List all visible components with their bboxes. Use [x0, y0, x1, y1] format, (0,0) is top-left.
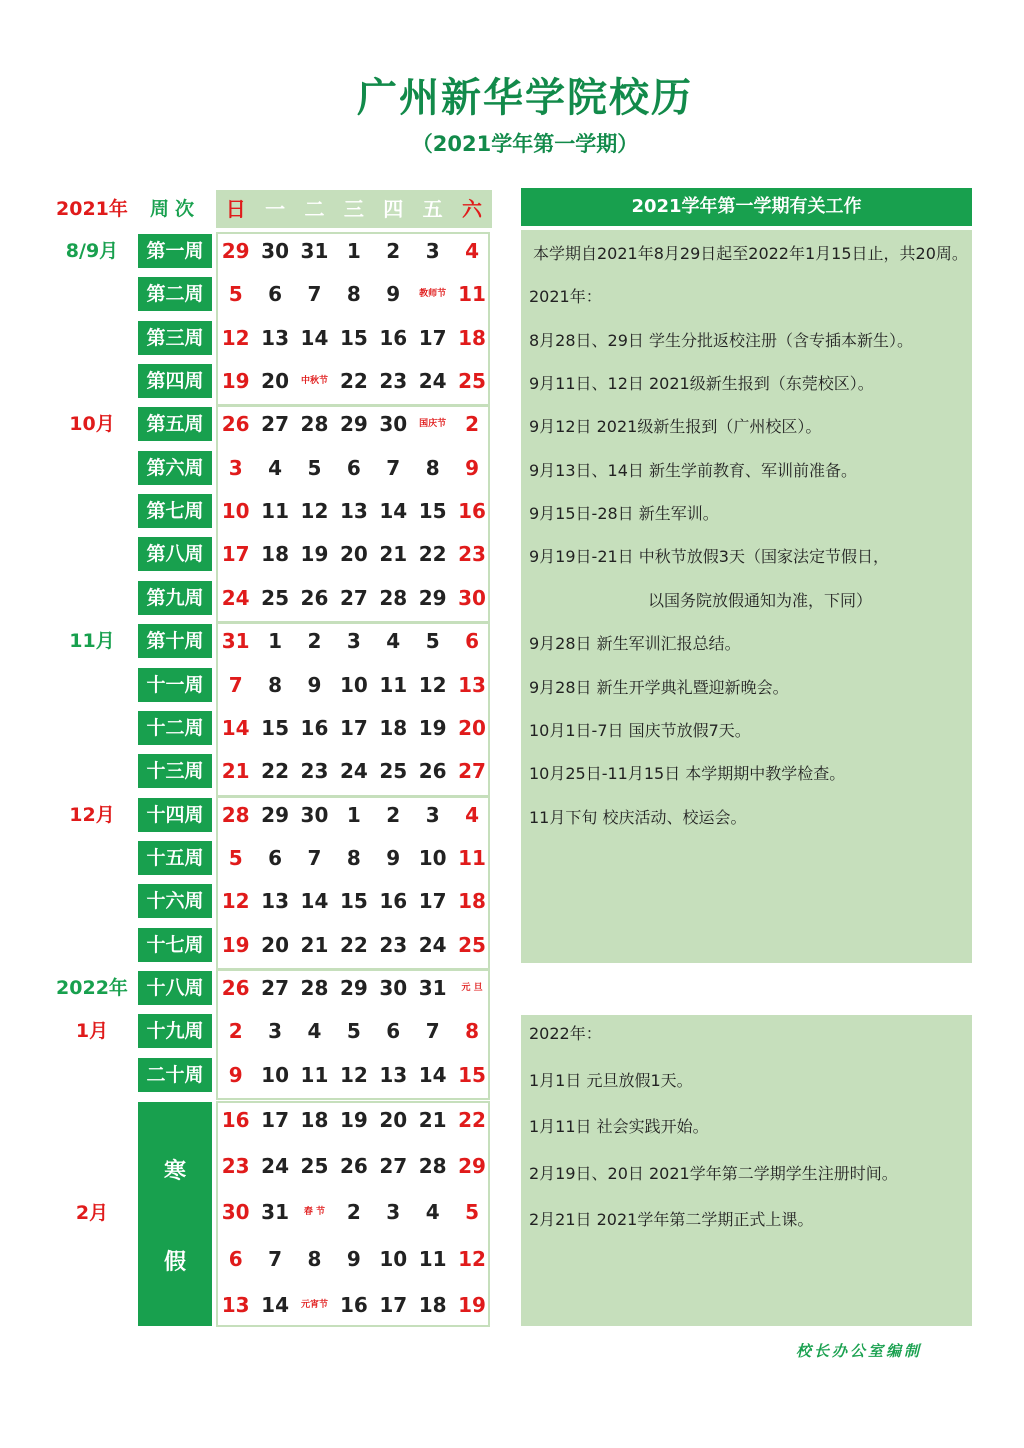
date-cell: 4: [268, 455, 283, 480]
date-cell: 19: [221, 369, 250, 394]
date-cell: 8: [346, 845, 361, 870]
holiday-cell: 中秋节: [300, 376, 328, 387]
week-label: 第二周: [138, 277, 212, 311]
date-cell: 16: [458, 499, 486, 524]
date-cell: 14: [300, 889, 329, 914]
date-cell: 22: [339, 369, 368, 394]
date-cell: 9: [386, 282, 401, 307]
date-cell: 22: [458, 1108, 486, 1132]
week-label: 十二周: [138, 711, 212, 745]
date-cell: 24: [418, 369, 447, 394]
date-cell: 14: [379, 499, 408, 524]
date-cell: 19: [458, 1292, 486, 1317]
week-label: 第三周: [138, 321, 212, 355]
week-label: 第十周: [138, 624, 212, 658]
date-cell: 13: [339, 499, 368, 524]
date-cell: 8: [465, 1019, 479, 1044]
date-cell: 26: [221, 412, 250, 437]
date-cell: 22: [261, 759, 289, 784]
date-cell: 10: [221, 499, 250, 524]
page-title: 广州新华学院校历: [357, 75, 693, 121]
date-cell: 2: [465, 412, 479, 437]
date-row: [216, 494, 492, 528]
week-label: 十一周: [138, 668, 212, 702]
date-cell: 6: [268, 282, 283, 307]
date-cell: 23: [379, 369, 408, 394]
date-cell: 18: [379, 715, 408, 740]
date-cell: 30: [261, 239, 289, 263]
date-cell: 23: [221, 1154, 250, 1179]
date-cell: 12: [221, 325, 250, 350]
week-label: 十三周: [138, 754, 212, 788]
date-cell: 30: [300, 802, 329, 827]
work-note: 2022年：: [529, 1024, 602, 1043]
date-cell: 15: [339, 889, 368, 914]
work-note: 2月19日、20日 2021学年第二学期学生注册时间。: [529, 1163, 898, 1183]
date-cell: 29: [339, 975, 368, 1000]
date-cell: 23: [300, 759, 329, 784]
date-cell: 10: [339, 672, 368, 697]
weekday-1: 一: [265, 197, 286, 221]
date-row: [216, 798, 492, 832]
date-cell: 31: [221, 629, 250, 654]
work-note: 9月15日-28日 新生军训。: [529, 504, 719, 524]
date-cell: 17: [339, 715, 368, 740]
weekday-4: 四: [383, 197, 404, 221]
date-cell: 3: [268, 1019, 283, 1044]
date-cell: 5: [307, 455, 322, 480]
date-row: [216, 754, 492, 788]
date-cell: 7: [228, 672, 243, 697]
date-cell: 25: [458, 932, 486, 957]
date-cell: 20: [261, 369, 289, 394]
date-cell: 18: [300, 1108, 329, 1132]
date-row: [216, 581, 492, 615]
winter-char-2: 假: [163, 1250, 186, 1275]
date-cell: 16: [300, 715, 329, 740]
date-cell: 23: [379, 932, 408, 957]
date-cell: 8: [307, 1246, 322, 1271]
date-cell: 16: [379, 325, 408, 350]
date-cell: 17: [418, 889, 447, 914]
date-cell: 28: [221, 802, 250, 827]
date-cell: 25: [458, 369, 486, 394]
month-label: 8/9月: [65, 240, 119, 262]
date-row: [216, 668, 492, 702]
date-cell: 31: [300, 239, 329, 263]
month-label: 2月: [75, 1202, 109, 1224]
date-cell: 4: [425, 1200, 440, 1225]
date-cell: 13: [458, 672, 486, 697]
date-cell: 9: [465, 455, 479, 480]
date-cell: 28: [300, 975, 329, 1000]
date-cell: 7: [425, 1019, 440, 1044]
date-cell: 18: [458, 325, 486, 350]
date-cell: 4: [465, 239, 479, 263]
date-cell: 1: [268, 629, 283, 654]
date-cell: 29: [339, 412, 368, 437]
week-column-header: 周次: [149, 198, 200, 220]
date-cell: 10: [379, 1246, 408, 1271]
date-cell: 20: [339, 542, 368, 567]
weekday-0: 日: [225, 197, 246, 221]
weekday-2: 二: [304, 197, 325, 221]
date-cell: 3: [386, 1200, 401, 1225]
date-cell: 11: [261, 499, 289, 524]
date-cell: 24: [261, 1154, 289, 1179]
weekday-3: 三: [343, 197, 364, 221]
date-row: [216, 234, 492, 268]
footer-credit: 校长办公室编制: [796, 1342, 923, 1360]
date-cell: 19: [221, 932, 250, 957]
week-label: 第六周: [138, 451, 212, 485]
date-cell: 8: [346, 282, 361, 307]
date-cell: 25: [379, 759, 408, 784]
date-row: [216, 321, 492, 355]
date-cell: 7: [386, 455, 401, 480]
date-cell: 19: [339, 1108, 368, 1132]
date-cell: 31: [261, 1200, 289, 1225]
date-cell: 10: [261, 1062, 289, 1087]
date-row: [216, 1195, 492, 1229]
date-row: [216, 711, 492, 745]
date-cell: 27: [458, 759, 486, 784]
date-cell: 26: [300, 585, 329, 610]
work-note: 1月11日 社会实践开始。: [529, 1117, 709, 1136]
date-cell: 4: [307, 1019, 322, 1044]
work-note: 9月19日-21日 中秋节放假3天（国家法定节假日，: [529, 547, 889, 567]
week-label: 二十周: [138, 1058, 212, 1092]
date-cell: 21: [300, 932, 329, 957]
date-cell: 30: [221, 1200, 250, 1225]
date-row: [216, 1288, 492, 1322]
month-label: 12月: [69, 803, 115, 826]
date-cell: 20: [261, 932, 289, 957]
week-label: 十四周: [138, 798, 212, 832]
week-label: 十七周: [138, 928, 212, 962]
date-cell: 23: [458, 542, 486, 567]
work-note: 1月1日 元旦放假1天。: [529, 1070, 693, 1090]
week-label: 十五周: [138, 841, 212, 875]
date-cell: 12: [339, 1062, 368, 1087]
date-cell: 5: [465, 1200, 479, 1225]
holiday-cell: 元 旦: [461, 982, 483, 993]
date-cell: 11: [300, 1062, 329, 1087]
work-note: 11月下旬 校庆活动、校运会。: [529, 807, 747, 827]
week-label: 第一周: [138, 234, 212, 268]
holiday-cell: 元宵节: [300, 1299, 328, 1310]
date-cell: 22: [418, 542, 447, 567]
work-note: 10月1日-7日 国庆节放假7天。: [529, 720, 751, 740]
week-label: 十八周: [138, 971, 212, 1005]
work-note: 2月21日 2021学年第二学期正式上课。: [529, 1210, 814, 1229]
month-label: 2022年: [56, 976, 128, 999]
date-row: [216, 277, 492, 311]
date-cell: 11: [458, 845, 486, 870]
week-label: 十九周: [138, 1014, 212, 1048]
date-cell: 24: [221, 585, 250, 610]
work-note: 9月11日、12日 2021级新生报到（东莞校区）。: [529, 374, 874, 394]
work-note: 9月28日 新生开学典礼暨迎新晚会。: [529, 677, 789, 697]
date-row: [216, 928, 492, 962]
date-cell: 25: [261, 585, 289, 610]
date-row: [216, 1103, 492, 1137]
date-cell: 15: [418, 499, 447, 524]
date-cell: 7: [307, 845, 322, 870]
work-note: 2021年：: [529, 287, 602, 307]
month-label: 10月: [69, 413, 115, 436]
month-label: 1月: [75, 1020, 109, 1043]
date-cell: 8: [425, 455, 440, 480]
date-cell: 16: [339, 1292, 368, 1317]
date-cell: 11: [458, 282, 486, 307]
date-cell: 1: [346, 239, 361, 263]
date-cell: 28: [418, 1154, 447, 1179]
date-cell: 28: [379, 585, 408, 610]
date-cell: 27: [261, 975, 289, 1000]
date-cell: 20: [458, 715, 486, 740]
date-cell: 21: [379, 542, 408, 567]
date-cell: 26: [221, 975, 250, 1000]
date-cell: 18: [418, 1292, 447, 1317]
date-cell: 29: [418, 585, 447, 610]
work-note: 以国务院放假通知为准，下同）: [648, 590, 873, 610]
date-cell: 17: [261, 1108, 289, 1132]
date-cell: 29: [458, 1154, 486, 1179]
date-row: [216, 1149, 492, 1183]
month-label: 11月: [69, 630, 115, 653]
date-cell: 3: [425, 802, 440, 827]
date-row: [216, 407, 492, 441]
date-row: [216, 451, 492, 485]
date-cell: 30: [379, 412, 408, 437]
date-cell: 2: [346, 1200, 361, 1225]
work-note: 9月12日 2021级新生报到（广州校区）。: [529, 417, 822, 437]
holiday-cell: 国庆节: [419, 419, 447, 430]
date-row: [216, 624, 492, 658]
date-cell: 15: [458, 1062, 486, 1087]
winter-vacation-label: [138, 1102, 212, 1326]
date-cell: 9: [228, 1062, 243, 1087]
date-row: [216, 1242, 492, 1276]
holiday-cell: 春 节: [303, 1207, 326, 1218]
date-cell: 6: [268, 845, 283, 870]
week-label: 十六周: [138, 884, 212, 918]
weekday-5: 五: [422, 197, 443, 221]
date-cell: 19: [418, 715, 447, 740]
work-note: 9月13日、14日 新生学前教育、军训前准备。: [529, 460, 857, 480]
date-row: [216, 884, 492, 918]
date-cell: 26: [339, 1154, 368, 1179]
date-cell: 4: [465, 802, 479, 827]
date-cell: 16: [221, 1108, 250, 1132]
date-row: [216, 364, 492, 398]
date-cell: 22: [339, 932, 368, 957]
date-cell: 2: [307, 629, 322, 654]
date-cell: 2: [228, 1019, 243, 1044]
date-cell: 14: [418, 1062, 447, 1087]
date-cell: 1: [346, 802, 361, 827]
date-cell: 13: [261, 325, 289, 350]
date-cell: 7: [307, 282, 322, 307]
date-cell: 18: [458, 889, 486, 914]
week-label: 第七周: [138, 494, 212, 528]
date-cell: 5: [228, 282, 243, 307]
date-cell: 27: [379, 1154, 408, 1179]
date-row: [216, 971, 492, 1005]
date-cell: 13: [221, 1292, 250, 1317]
date-cell: 15: [261, 715, 289, 740]
page-subtitle: （2021学年第一学期）: [411, 132, 639, 156]
date-cell: 3: [228, 455, 243, 480]
date-cell: 27: [261, 412, 289, 437]
date-cell: 25: [300, 1154, 329, 1179]
date-cell: 3: [425, 239, 440, 263]
winter-char-1: 寒: [163, 1159, 186, 1184]
date-cell: 12: [418, 672, 447, 697]
date-cell: 21: [418, 1108, 447, 1132]
work-note: 8月28日、29日 学生分批返校注册（含专插本新生）。: [529, 330, 913, 350]
date-cell: 27: [339, 585, 368, 610]
date-cell: 24: [339, 759, 368, 784]
date-cell: 29: [261, 802, 289, 827]
date-cell: 30: [379, 975, 408, 1000]
date-cell: 29: [221, 239, 250, 263]
week-label: 第八周: [138, 537, 212, 571]
date-cell: 17: [418, 325, 447, 350]
date-cell: 5: [228, 845, 243, 870]
date-cell: 12: [221, 889, 250, 914]
date-cell: 31: [418, 975, 447, 1000]
date-cell: 5: [425, 629, 440, 654]
date-row: [216, 1058, 492, 1092]
date-cell: 14: [221, 715, 250, 740]
date-cell: 17: [221, 542, 250, 567]
week-label: 第五周: [138, 407, 212, 441]
date-cell: 7: [268, 1246, 283, 1271]
date-cell: 3: [346, 629, 361, 654]
holiday-cell: 教师节: [419, 289, 447, 300]
date-cell: 10: [418, 845, 447, 870]
week-label: 第九周: [138, 581, 212, 615]
date-cell: 4: [386, 629, 401, 654]
work-note: 10月25日-11月15日 本学期期中教学检查。: [529, 764, 846, 784]
date-cell: 21: [221, 759, 250, 784]
date-cell: 12: [300, 499, 329, 524]
date-cell: 2: [386, 239, 401, 263]
date-cell: 11: [418, 1246, 447, 1271]
date-cell: 5: [346, 1019, 361, 1044]
date-cell: 15: [339, 325, 368, 350]
year-header: 2021年: [56, 198, 128, 220]
date-cell: 14: [261, 1292, 289, 1317]
date-cell: 24: [418, 932, 447, 957]
date-row: [216, 841, 492, 875]
date-row: [216, 537, 492, 571]
date-cell: 6: [346, 455, 361, 480]
date-cell: 12: [458, 1246, 486, 1271]
work-note: 9月28日 新生军训汇报总结。: [529, 634, 741, 654]
date-cell: 19: [300, 542, 329, 567]
weekday-6: 六: [462, 197, 483, 221]
date-cell: 16: [379, 889, 408, 914]
date-cell: 6: [228, 1246, 243, 1271]
date-row: [216, 1014, 492, 1048]
date-cell: 8: [268, 672, 283, 697]
date-cell: 9: [386, 845, 401, 870]
date-cell: 11: [379, 672, 408, 697]
date-cell: 26: [418, 759, 447, 784]
date-cell: 6: [465, 629, 479, 654]
date-cell: 17: [379, 1292, 408, 1317]
date-cell: 13: [379, 1062, 408, 1087]
date-cell: 9: [346, 1246, 361, 1271]
week-label: 第四周: [138, 364, 212, 398]
date-cell: 13: [261, 889, 289, 914]
date-cell: 9: [307, 672, 322, 697]
date-cell: 30: [458, 585, 486, 610]
date-cell: 28: [300, 412, 329, 437]
date-cell: 6: [386, 1019, 401, 1044]
date-cell: 18: [261, 542, 289, 567]
date-cell: 2: [386, 802, 401, 827]
work-note: 本学期自2021年8月29日起至2022年1月15日止，共20周。: [533, 244, 968, 263]
work-panel-title: 2021学年第一学期有关工作: [521, 188, 972, 226]
date-cell: 20: [379, 1108, 408, 1132]
date-cell: 14: [300, 325, 329, 350]
weekday-header: [216, 190, 492, 228]
